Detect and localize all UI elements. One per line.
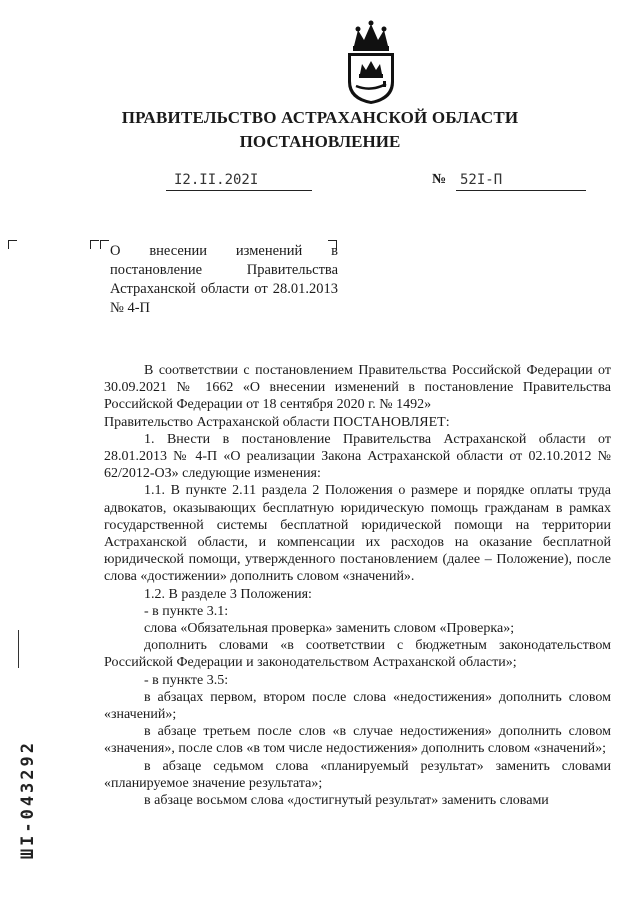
date-underline <box>166 190 312 191</box>
paragraph: В соответствии с постановлением Правительства Российской Федерации от 30.09.2021 № 1662 «О внесении изменений в постановление Правительства Российской Федерации от 18 сентября 2020 г. № 1492» <box>104 363 611 413</box>
paragraph: 1. Внести в постановление Правительства Астраханской области от 28.01.2013 № 4-П «О реализации Закона Астраханской области от 02.10.2012 № 62/2012-ОЗ» следующие изменения: <box>104 431 611 482</box>
serial-number: ШI-043292 <box>18 740 38 860</box>
document-number: 52I-П <box>460 172 503 188</box>
paragraph: 1.1. В пункте 2.11 раздела 2 Положения о размере и порядке оплаты труда адвокатов, оказывающих бесплатную юридическую помощь гражданам в рамках государственной системы бесплатной юридической помощи на территории Астраханской области, и компенсации их расходов на оказание бесплатной юридической помощи, утвержденного постановлением (далее – Положение), после слова «достижении» дополнить словом «значений». <box>104 483 611 585</box>
paragraph: 1.2. В разделе 3 Положения: <box>144 586 312 602</box>
coat-of-arms-icon <box>340 20 402 106</box>
paragraph: Правительство Астраханской области ПОСТАНОВЛЯЕТ: <box>104 414 450 430</box>
document-date: I2.II.202I <box>174 172 259 188</box>
number-label: № <box>432 172 447 187</box>
margin-line <box>18 630 19 668</box>
number-underline <box>456 190 586 191</box>
paragraph: слова «Обязательная проверка» заменить словом «Проверка»; <box>144 621 515 637</box>
document-subject: О внесении изменений в постановление Правительства Астраханской области от 28.01.2013 № 4-П <box>110 243 338 316</box>
paragraph: в абзаце третьем после слов «в случае недостижения» дополнить словом «значения», после слов «в том числе недостижения» дополнить словом «значений»; <box>104 724 611 757</box>
paragraph: - в пункте 3.1: <box>144 603 229 619</box>
paragraph: - в пункте 3.5: <box>144 672 229 688</box>
document-type: ПОСТАНОВЛЕНИЕ <box>239 132 401 151</box>
paragraph: дополнить словами «в соответствии с бюджетным законодательством Российской Федерации и законодательством Астраханской области»; <box>104 638 611 671</box>
corner-mark <box>90 240 99 249</box>
government-title: ПРАВИТЕЛЬСТВО АСТРАХАНСКОЙ ОБЛАСТИ <box>121 108 519 127</box>
corner-mark <box>100 240 109 249</box>
paragraph: в абзаце седьмом слова «планируемый результат» заменить словами «планируемое значение результата»; <box>104 758 611 791</box>
document-body <box>104 362 611 809</box>
corner-mark <box>8 240 17 249</box>
paragraph: в абзаце восьмом слова «достигнутый результат» заменить словами <box>144 793 549 809</box>
paragraph: в абзацах первом, втором после слова «недостижения» дополнить словом «значений»; <box>104 689 611 723</box>
